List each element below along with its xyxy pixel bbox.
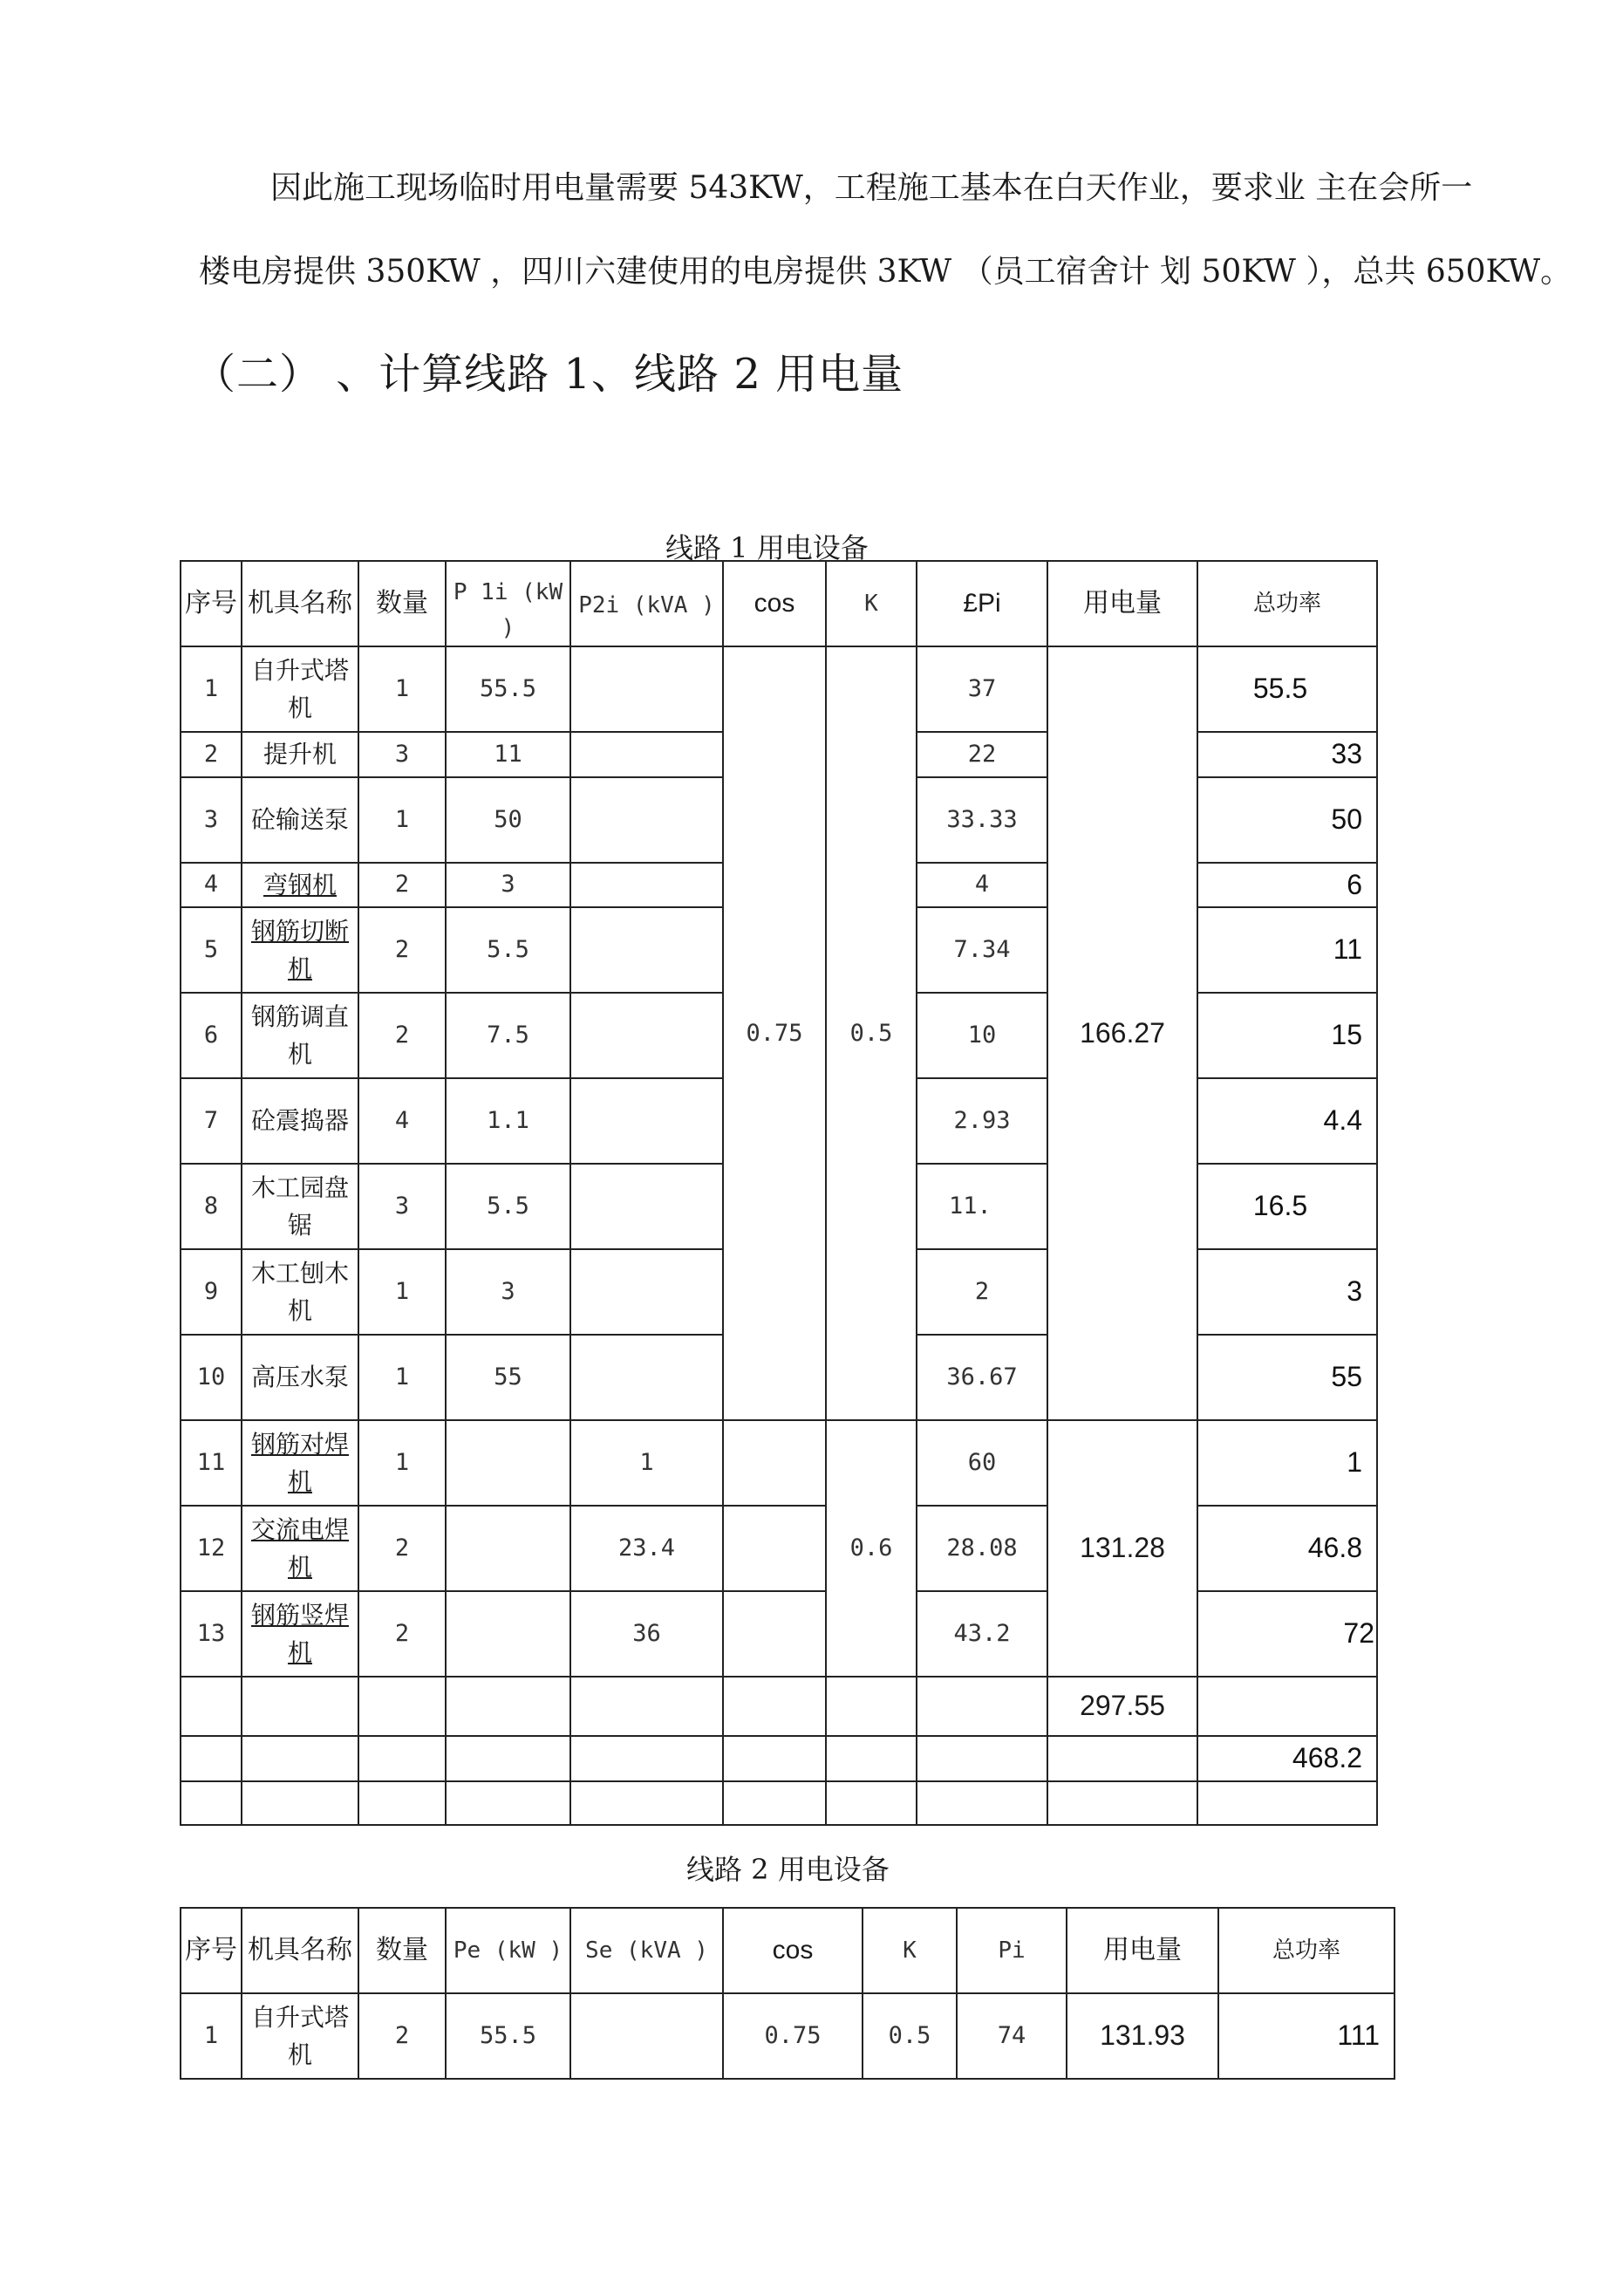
row-total: 3	[1197, 1249, 1377, 1335]
row-name: 木工刨木机	[242, 1249, 358, 1335]
group2-cos-empty	[723, 1420, 826, 1506]
row-total: 50	[1197, 777, 1377, 863]
group1-k: 0.5	[826, 646, 917, 1420]
header-name: 机具名称	[242, 561, 358, 646]
row-p2i	[570, 646, 723, 732]
header-k: K	[863, 1908, 957, 1993]
row-pi: 28.08	[917, 1506, 1047, 1591]
row-qty: 2	[358, 993, 446, 1078]
section-heading: （二） 、计算线路 1、线路 2 用电量	[194, 350, 904, 399]
row-total: 6	[1197, 863, 1377, 908]
group2-cos-empty	[723, 1591, 826, 1677]
row-p1i: 7.5	[446, 993, 570, 1078]
row-p1i: 3	[446, 1249, 570, 1335]
row-total: 55	[1197, 1335, 1377, 1420]
row-name: 砼震捣器	[242, 1078, 358, 1164]
row-name: 钢筋竖焊机	[242, 1591, 358, 1677]
row-pi: 7.34	[917, 907, 1047, 993]
row-total: 4.4	[1197, 1078, 1377, 1164]
row-no: 5	[181, 907, 242, 993]
row-no: 8	[181, 1164, 242, 1249]
header-sum-pi: £Pi	[917, 561, 1047, 646]
header-se: Se (kVA )	[570, 1908, 723, 1993]
paragraph-power-demand: 因此施工现场临时用电量需要 543KW，工程施工基本在白天作业，要求业 主在会所一	[270, 170, 1473, 206]
row-no: 7	[181, 1078, 242, 1164]
row-p1i: 1.1	[446, 1078, 570, 1164]
row-qty: 3	[358, 1164, 446, 1249]
row-p2i	[570, 777, 723, 863]
group2-usage: 131.28	[1047, 1420, 1197, 1677]
header-total: 总功率	[1197, 561, 1377, 646]
header-p2i: P2i (kVA )	[570, 561, 723, 646]
group1-usage: 166.27	[1047, 646, 1197, 1420]
row-name: 砼输送泵	[242, 777, 358, 863]
row-pe: 55.5	[446, 1993, 570, 2079]
row-no: 3	[181, 777, 242, 863]
header-pi: Pi	[957, 1908, 1067, 1993]
row-usage: 131.93	[1067, 1993, 1218, 2079]
row-qty: 1	[358, 1249, 446, 1335]
row-qty: 4	[358, 1078, 446, 1164]
group2-k: 0.6	[826, 1420, 917, 1677]
paragraph-power-supply: 楼电房提供 350KW ，四川六建使用的电房提供 3KW （员工宿舍计 划 50KW ），总共 650KW。	[199, 254, 1572, 290]
row-p2i	[570, 993, 723, 1078]
row-name: 钢筋调直机	[242, 993, 358, 1078]
row-se	[570, 1993, 723, 2079]
row-no: 4	[181, 863, 242, 908]
row-qty: 1	[358, 1335, 446, 1420]
row-no: 11	[181, 1420, 242, 1506]
sum-row-total	[181, 1736, 1377, 1781]
row-p1i	[446, 1506, 570, 1591]
row-no: 12	[181, 1506, 242, 1591]
header-cos: cos	[723, 1908, 863, 1993]
header-k: K	[826, 561, 917, 646]
header-usage: 用电量	[1047, 561, 1197, 646]
table-row	[181, 1591, 1377, 1677]
row-qty: 2	[358, 907, 446, 993]
row-total: 15	[1197, 993, 1377, 1078]
row-p1i: 11	[446, 732, 570, 777]
row-k: 0.5	[863, 1993, 957, 2079]
header-no: 序号	[181, 1908, 242, 1993]
empty-row	[181, 1781, 1377, 1825]
header-name: 机具名称	[242, 1908, 358, 1993]
row-p1i: 5.5	[446, 907, 570, 993]
row-name: 高压水泵	[242, 1335, 358, 1420]
row-p2i: 36	[570, 1591, 723, 1677]
line1-equipment-table	[180, 560, 1378, 1826]
sum-row-usage	[181, 1677, 1377, 1736]
row-cos: 0.75	[723, 1993, 863, 2079]
header-no: 序号	[181, 561, 242, 646]
group1-cos: 0.75	[723, 646, 826, 1420]
row-p1i: 5.5	[446, 1164, 570, 1249]
row-pi: 43.2	[917, 1591, 1047, 1677]
row-no: 9	[181, 1249, 242, 1335]
row-qty: 2	[358, 863, 446, 908]
row-qty: 1	[358, 646, 446, 732]
row-pi: 37	[917, 646, 1047, 732]
row-p2i	[570, 1078, 723, 1164]
row-p1i: 50	[446, 777, 570, 863]
line2-equipment-table	[180, 1907, 1395, 2080]
row-p2i	[570, 1249, 723, 1335]
sum-usage: 297.55	[1047, 1677, 1197, 1736]
row-p2i	[570, 1164, 723, 1249]
table-row	[181, 646, 1377, 732]
table2-header-row	[181, 1908, 1395, 1993]
row-p1i: 55.5	[446, 646, 570, 732]
header-qty: 数量	[358, 561, 446, 646]
row-no: 13	[181, 1591, 242, 1677]
header-total: 总功率	[1218, 1908, 1395, 1993]
row-qty: 3	[358, 732, 446, 777]
row-total: 16.5	[1197, 1164, 1377, 1249]
row-qty: 2	[358, 1506, 446, 1591]
row-qty: 1	[358, 1420, 446, 1506]
row-pi: 74	[957, 1993, 1067, 2079]
row-pi: 60	[917, 1420, 1047, 1506]
row-p2i	[570, 907, 723, 993]
row-name: 提升机	[242, 732, 358, 777]
group2-cos-empty	[723, 1506, 826, 1591]
row-pi: 2	[917, 1249, 1047, 1335]
row-pi: 22	[917, 732, 1047, 777]
table-row	[181, 1506, 1377, 1591]
row-pi: 2.93	[917, 1078, 1047, 1164]
header-qty: 数量	[358, 1908, 446, 1993]
row-no: 1	[181, 646, 242, 732]
table1-header-row	[181, 561, 1377, 646]
table1-caption: 线路 1 用电设备	[665, 531, 869, 564]
row-p1i: 55	[446, 1335, 570, 1420]
row-name: 自升式塔机	[242, 1993, 358, 2079]
row-p2i	[570, 1335, 723, 1420]
row-p2i	[570, 732, 723, 777]
header-pe: Pe (kW )	[446, 1908, 570, 1993]
row-no: 1	[181, 1993, 242, 2079]
row-total: 55.5	[1197, 646, 1377, 732]
row-pi: 36.67	[917, 1335, 1047, 1420]
row-pi: 11.	[917, 1164, 1047, 1249]
table2-caption: 线路 2 用电设备	[686, 1853, 890, 1886]
row-no: 10	[181, 1335, 242, 1420]
row-p2i: 1	[570, 1420, 723, 1506]
row-no: 2	[181, 732, 242, 777]
row-pi: 4	[917, 863, 1047, 908]
row-qty: 1	[358, 777, 446, 863]
row-name: 交流电焊机	[242, 1506, 358, 1591]
header-usage: 用电量	[1067, 1908, 1218, 1993]
row-total: 72	[1197, 1591, 1377, 1677]
row-pi: 10	[917, 993, 1047, 1078]
table-row	[181, 1420, 1377, 1506]
row-p1i	[446, 1420, 570, 1506]
row-p1i: 3	[446, 863, 570, 908]
row-pi: 33.33	[917, 777, 1047, 863]
header-p1i: P 1i (kW )	[446, 561, 570, 646]
row-total: 33	[1197, 732, 1377, 777]
row-total: 111	[1218, 1993, 1395, 2079]
row-name: 钢筋切断机	[242, 907, 358, 993]
row-name: 木工园盘锯	[242, 1164, 358, 1249]
row-total: 1	[1197, 1420, 1377, 1506]
row-p1i	[446, 1591, 570, 1677]
row-total: 11	[1197, 907, 1377, 993]
row-p2i	[570, 863, 723, 908]
row-name: 自升式塔机	[242, 646, 358, 732]
row-qty: 2	[358, 1591, 446, 1677]
row-no: 6	[181, 993, 242, 1078]
row-name: 弯钢机	[242, 863, 358, 908]
row-total: 46.8	[1197, 1506, 1377, 1591]
header-cos: cos	[723, 561, 826, 646]
row-p2i: 23.4	[570, 1506, 723, 1591]
table-row	[181, 1993, 1395, 2079]
sum-total: 468.2	[1197, 1736, 1377, 1781]
row-qty: 2	[358, 1993, 446, 2079]
row-name: 钢筋对焊机	[242, 1420, 358, 1506]
